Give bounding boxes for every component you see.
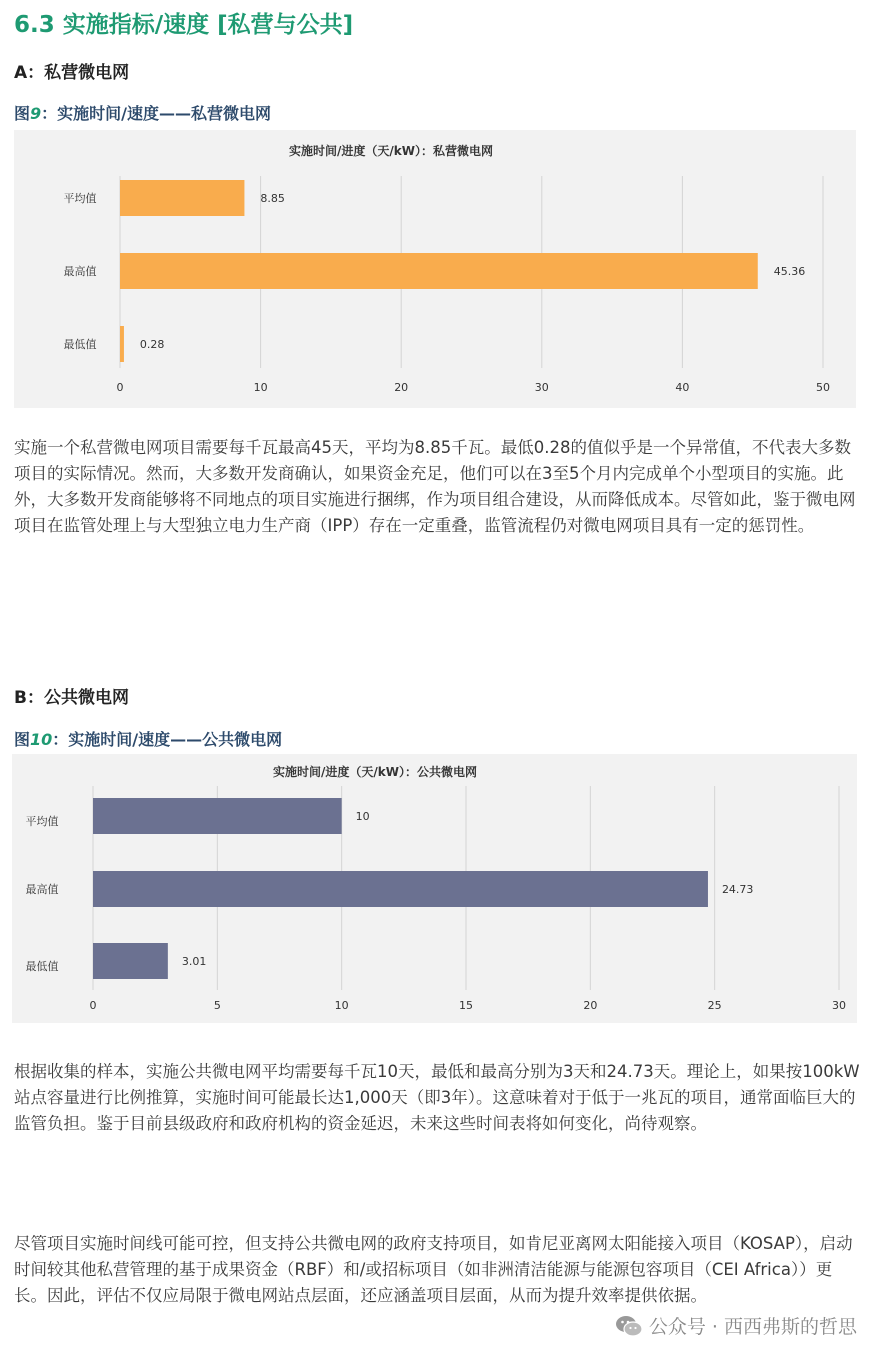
figure-10-prefix: 图 <box>14 730 31 749</box>
category-label: 最低值 <box>63 338 97 351</box>
category-label: 最低值 <box>25 960 59 973</box>
watermark <box>615 1312 857 1339</box>
watermark-text: 公众号 · 西西弗斯的哲思 <box>648 1316 857 1338</box>
part-a-heading: A：私营微电网 <box>14 63 130 83</box>
value-label: 24.73 <box>721 883 754 896</box>
part-a-paragraph-text: 实施一个私营微电网项目需要每千瓦最高45天，平均为8.85千瓦。最低0.28的值似乎是一个异常值，不代表大多数项目的实际情况。然而，大多数开发商确认，如果资金充足，他们可以在3至5个月内完成单个小型项目的实施。此外，大多数开发商能够将不同地点的项目实施进行捆绑，作为项目组合建设，从而降低成本。尽管如此，鉴于微电网项目在监管处理上与大型独立电力生产商（IPP）存在一定重叠，监管流程仍对微电网项目具有一定的惩罚性。 <box>14 438 856 535</box>
part-b-paragraph-2 <box>14 1231 864 1309</box>
category-label: 最高值 <box>25 883 59 896</box>
category-label: 最高值 <box>63 265 97 278</box>
figure-10-title: ：实施时间/速度——公共微电网 <box>52 730 283 749</box>
figure-9-title: ：实施时间/速度——私营微电网 <box>41 104 272 123</box>
x-tick-label: 15 <box>459 999 473 1012</box>
part-b-heading: B：公共微电网 <box>14 688 129 708</box>
x-tick-label: 10 <box>253 381 268 394</box>
x-tick-label: 10 <box>334 999 349 1012</box>
value-label: 10 <box>355 810 370 823</box>
x-tick-label: 5 <box>213 999 221 1012</box>
x-tick-label: 0 <box>116 381 124 394</box>
part-a-paragraph <box>14 435 864 539</box>
chart-svg <box>14 130 856 408</box>
chart-title: 实施时间/进度（天/kW）：公共微电网 <box>273 765 477 779</box>
value-label: 0.28 <box>139 338 165 351</box>
category-label: 平均值 <box>63 192 97 205</box>
bar <box>120 253 758 289</box>
x-tick-label: 30 <box>534 381 549 394</box>
private-microgrid-chart <box>14 130 856 408</box>
x-tick-label: 20 <box>583 999 598 1012</box>
x-tick-label: 25 <box>707 999 722 1012</box>
x-tick-label: 50 <box>816 381 830 394</box>
bar <box>120 326 124 362</box>
public-microgrid-chart <box>12 754 857 1023</box>
category-label: 平均值 <box>25 815 59 828</box>
figure-9-number: 9 <box>30 104 42 123</box>
x-tick-label: 40 <box>675 381 690 394</box>
figure-10-caption <box>14 727 282 750</box>
bar <box>120 180 244 216</box>
figure-10-number: 10 <box>30 730 53 749</box>
chart-title: 实施时间/进度（天/kW）：私营微电网 <box>289 144 493 158</box>
value-label: 45.36 <box>773 265 806 278</box>
x-tick-label: 20 <box>394 381 409 394</box>
part-b-paragraph-1 <box>14 1059 864 1137</box>
figure-9-caption <box>14 101 271 124</box>
figure-9-prefix: 图 <box>14 104 31 123</box>
wechat-icon <box>615 1315 643 1337</box>
bar <box>93 943 168 979</box>
x-tick-label: 30 <box>832 999 846 1012</box>
bar <box>93 798 342 834</box>
x-tick-label: 0 <box>89 999 97 1012</box>
bar <box>93 871 708 907</box>
value-label: 3.01 <box>181 955 207 968</box>
chart-svg <box>12 754 857 1023</box>
part-b-paragraph-2-text: 尽管项目实施时间线可能可控，但支持公共微电网的政府支持项目，如肯尼亚离网太阳能接入项目（KOSAP），启动时间较其他私营管理的基于成果资金（RBF）和/或招标项目（如非洲清洁能源与能源包容项目（CEI Africa））更长。因此，评估不仅应局限于微电网站点层面，还应涵盖项目层面，从而为提升效率提供依据。 <box>14 1234 853 1305</box>
value-label: 8.85 <box>260 192 285 205</box>
section-title: 6.3 实施指标/速度 [私营与公共] <box>14 12 354 38</box>
part-b-paragraph-1-text: 根据收集的样本，实施公共微电网平均需要每千瓦10天，最低和最高分别为3天和24.73天。理论上，如果按100kW站点容量进行比例推算，实施时间可能最长达1,000天（即3年）。这意味着对于低于一兆瓦的项目，通常面临巨大的监管负担。鉴于目前县级政府和政府机构的资金延迟，未来这些时间表将如何变化，尚待观察。 <box>14 1062 860 1133</box>
